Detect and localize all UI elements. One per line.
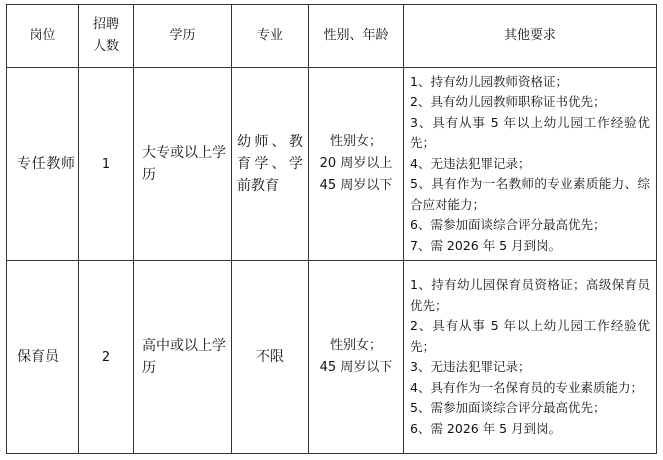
cell-gender-age xyxy=(309,68,404,261)
cell-education: 大专或以上学历 xyxy=(134,68,232,261)
cell-position xyxy=(7,261,79,454)
age-line1: 20 周岁以上 xyxy=(319,156,393,171)
position-text: 保育员 xyxy=(17,349,59,365)
cell-requirements xyxy=(404,261,657,454)
requirement-item: 2、具有幼儿园教师职称证书优先； xyxy=(410,94,606,110)
header-education: 学历 xyxy=(134,5,232,68)
header-position: 岗位 xyxy=(7,5,79,68)
requirement-item: 3、无违法犯罪记录； xyxy=(410,359,531,374)
requirement-item: 1、持有幼儿园保育员资格证；高级保育员优先； xyxy=(410,277,650,313)
cell-major xyxy=(232,261,309,454)
table-row xyxy=(7,261,657,454)
age-line1: 45 周岁以下 xyxy=(319,360,393,375)
requirement-item: 7、需 2026 年 5 月到岗。 xyxy=(410,237,562,253)
cell-major xyxy=(232,68,309,261)
cell-requirements xyxy=(404,68,657,261)
age-line2: 45 周岁以下 xyxy=(319,178,393,193)
requirements-list xyxy=(410,275,650,439)
header-count-line2: 人数 xyxy=(92,39,119,54)
requirement-item: 4、无违法犯罪记录； xyxy=(410,155,531,171)
header-gender-age: 性别、年龄 xyxy=(309,5,404,68)
table-header-row xyxy=(7,5,657,68)
cell-position xyxy=(7,68,79,261)
gender-text: 性别女； xyxy=(329,134,382,149)
requirement-item: 1、持有幼儿园教师资格证； xyxy=(410,73,568,89)
table-row xyxy=(7,68,657,261)
header-count xyxy=(79,5,134,68)
requirement-item: 6、需参加面谈综合评分最高优先； xyxy=(410,217,606,233)
cell-gender-age xyxy=(309,261,404,454)
requirement-item: 5、具有作为一名教师的专业素质能力、综合应对能力； xyxy=(410,176,650,212)
requirement-item: 6、需 2026 年 5 月到岗。 xyxy=(410,420,562,436)
major-text: 幼师、教育学、学前教育 xyxy=(237,134,303,194)
requirements-list xyxy=(410,72,650,257)
position-text: 专任教师 xyxy=(17,156,75,172)
major-text: 不限 xyxy=(256,349,284,365)
recruitment-table xyxy=(6,4,657,454)
requirement-item: 2、具有从事 5 年以上幼儿园工作经验优先； xyxy=(410,318,650,354)
requirement-item: 5、需参加面谈综合评分最高优先； xyxy=(410,400,606,415)
gender-text: 性别女； xyxy=(329,338,382,353)
requirement-item: 4、具有作为一名保育员的专业素质能力； xyxy=(410,379,643,395)
cell-count: 1 xyxy=(79,68,134,261)
cell-count: 2 xyxy=(79,261,134,454)
header-count-line1: 招聘 xyxy=(92,17,119,32)
cell-education: 高中或以上学历 xyxy=(134,261,232,454)
requirement-item: 3、具有从事 5 年以上幼儿园工作经验优先； xyxy=(410,114,650,151)
header-major: 专业 xyxy=(232,5,309,68)
header-other: 其他要求 xyxy=(404,5,657,68)
